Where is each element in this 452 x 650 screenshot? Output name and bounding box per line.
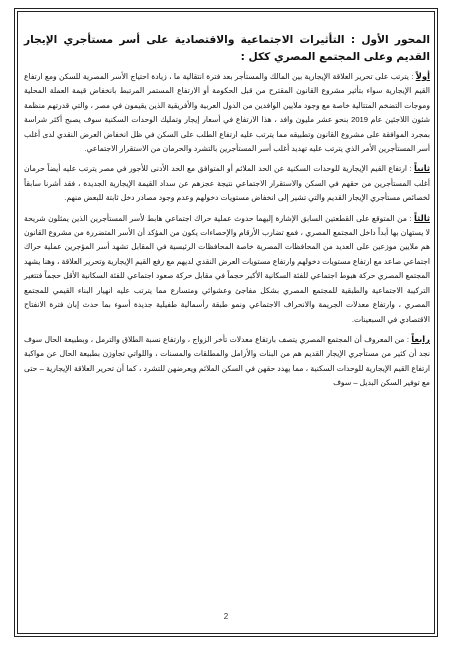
document-body (24, 32, 430, 396)
paragraph-text: : من المعروف أن المجتمع المصري يتصف بارتفاع معدلات تأخر الزواج ، وارتفاع نسبة الطلاق والترمل ، وبطبيعة الحال سوف نجد أن كثير من مستأجري الإيجار القديم هم من البنات والأرامل والمطلقات والمسنات ، واللواتي تجاوزن بطبيعة الحال عن مواكبة ارتفاع القيم الإيجارية للوحدات السكنية ، مما يهدد حقهن في السكن الملائم ويعرضهن للتشرد ، كما أن تحرير العلاقة الإيجارية – حتى مع توفير السكن البديل – سوف (24, 334, 430, 388)
page-number: 2 (223, 612, 229, 621)
paragraph-first (24, 69, 430, 156)
section-heading: المحور الأول : التأثيرات الاجتماعية والاقتصادية على أسر مستأجري الإيجار القديم وعلى المجتمع المصري ككل : (24, 34, 430, 63)
paragraph-marker: أولاً (415, 71, 430, 81)
paragraph-second (24, 161, 430, 205)
paragraph-marker: ثانياً (414, 163, 430, 174)
paragraph-third (24, 211, 430, 327)
paragraph-marker: ثالثاً (414, 212, 430, 223)
paragraph-fourth (24, 332, 430, 391)
paragraph-text: : ارتفاع القيم الإيجارية للوحدات السكنية عن الحد الملائم أو المتوافق مع الحد الأدنى للأجور في مصر يترتب عليه أيضاً حرمان أغلب المستأجرين من حقهم في السكن والاستقرار الاجتماعي نتيجة عجزهم عن سداد القيمة الإيجارية الجديدة ، فقد أشرنا سابقاً لخصائص مستأجري الإيجار القديم والتي تشير إلى انخفاض مستويات دخولهم وعدم وجود مصادر دخل ثابتة للبعض منهم. (24, 164, 430, 203)
paragraph-text: : من المتوقع على القطعتين السابق الإشارة إليهما حدوث عملية حراك اجتماعي هابط لأسر المستأجرين الذين يمثلون شريحة لا يستهان بها أبداً داخل المجتمع المصري ، فمع تضارب الأرقام والإحصاءات يكون من المؤكد أن الأسر المتضررة من مشروع القانون هم ملايين موزعين على العديد من المحافظات المصرية خاصة المحافظات الرئيسية في المقابل تشهد أسر المؤجرين عملية حراك اجتماعي صاعد مع ارتفاع مستويات دخولهم وارتفاع مستويات العرض النقدي لديهم مع رفع القيم الإيجارية وتحرير العلاقة ، وهنا يشهد المجتمع المصري حركة هبوط اجتماعي للفئة السكانية الأكبر حجماً في مقابل حركة صعود اجتماعي للفئة السكانية الأقل حجماً فتتغير التركيبة الاجتماعية والطبقية للمجتمع المصري بشكل مفاجئ وعشوائي ومتسارع مما يترتب عليه انهيار البناء القيمي للمجتمع المصري ، وارتفاع معدلات الجريمة والانحراف الاجتماعي ونمو طبقة رأسمالية طفيلية جديدة أسوء بما حدث إبان فترة الانفتاح الاقتصادي في السبعينات. (24, 213, 430, 324)
paragraph-marker: رابعاً (411, 333, 430, 344)
paragraph-text: : يترتب على تحرير العلاقة الإيجارية بين المالك والمستأجر بعد فترة انتقالية ما ، زيادة احتياج الأسر المصرية للسكن ومع ارتفاع القيم الإيجارية سواء بتأثير مشروع القانون المقترح من قبل الحكومة أو الارتفاع المستمر المرتبط بانخفاض قيمة العملة المحلية وموجات التضخم المتتالية خاصة مع وجود ملايين الوافدين من الدول العربية والأفريقية الذين يقيمون في مصر ، والتي قدرتهم منظمة شئون اللاجئين عام 2019 بنحو عشر مليون وافد ، هذا الارتفاع في أسعار إيجار وتمليك الوحدات السكنية سوف يصبح أكثر شراسة بمجرد الموافقة على مشروع القانون وتطبيقه مما يترتب عليه ارتفاع الطلب على السكن في ظل انخفاض العرض النقدي لدى أغلب أسر المستأجرين الأمر الذي يترتب عليه تهديد أغلب أسر المستأجرين بالتشرد والحرمان من الاستقرار الاجتماعي. (24, 72, 430, 154)
